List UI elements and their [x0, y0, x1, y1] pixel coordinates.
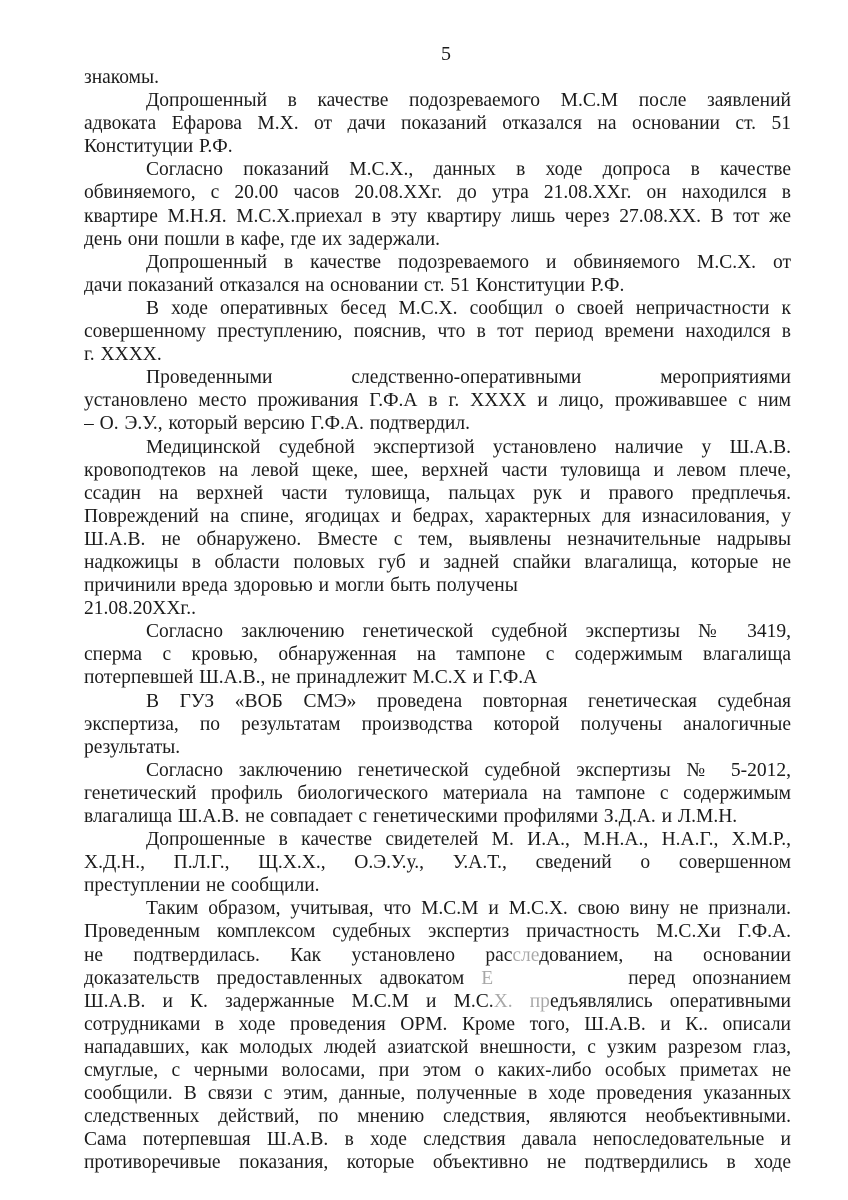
- text-line: [84, 505, 791, 528]
- text-segment: Согласно заключению генетической судебной экспертизы № 5-2012,: [146, 759, 791, 781]
- text-line: [84, 343, 791, 366]
- text-line: [84, 297, 791, 320]
- text-segment: – О. Э.У., который версию Г.Ф.А. подтвердил.: [84, 413, 470, 435]
- text-line: [84, 251, 791, 274]
- text-segment: нападавших, как молодых людей азиатской внешности, с узким разрезом глаз,: [84, 1036, 791, 1058]
- text-segment: генетический профиль биологического материала на тампоне с содержимым: [84, 782, 791, 804]
- text-segment: сотрудниками в ходе проведения ОРМ. Кроме того, Ш.А.В. и К.. описали: [84, 1013, 791, 1035]
- paragraph: [84, 759, 791, 828]
- text-segment: смуглые, с черными волосами, при этом о каких-либо особых приметах не: [84, 1060, 791, 1082]
- text-line: [84, 158, 791, 181]
- text-segment: Конституции Р.Ф.: [84, 136, 233, 158]
- text-line: [84, 897, 791, 920]
- text-segment: влагалища Ш.А.В. не совпадает с генетическими профилями З.Д.А. и Л.М.Н.: [84, 806, 738, 827]
- text-segment: Допрошенный в качестве подозреваемого и обвиняемого М.С.Х. от: [146, 251, 791, 273]
- text-line: [84, 874, 791, 897]
- text-line: [84, 66, 791, 89]
- text-segment: Ш.А.В. и К. задержанные М.С.М и М.С.: [84, 990, 494, 1012]
- text-line: [84, 759, 791, 782]
- text-line: [84, 666, 791, 689]
- text-line: [84, 1082, 791, 1105]
- paragraph: [84, 158, 791, 250]
- page-number: 5: [441, 43, 452, 65]
- text-line: [84, 920, 791, 943]
- text-line: [84, 990, 791, 1013]
- faded-erased-text: Х. пр: [493, 990, 550, 1012]
- text-segment: Проведенными следственно-оперативными мероприятиями: [146, 367, 791, 389]
- text-line: [84, 1128, 791, 1151]
- text-line: [84, 205, 791, 228]
- text-segment: Согласно заключению генетической судебной экспертизы № 3419,: [146, 621, 791, 643]
- text-segment: установлено место проживания Г.Ф.А в г. ХХХХ и лицо, проживавшее с ним: [84, 390, 791, 412]
- text-segment: ссадин на верхней части туловища, пальцах рук и правого предплечья.: [84, 482, 791, 504]
- text-line: [84, 320, 791, 343]
- paragraph: [84, 297, 791, 366]
- paragraph: [84, 897, 791, 1174]
- text-segment: Таким образом, учитывая, что М.С.М и М.С.Х. свою вину не признали.: [146, 898, 791, 920]
- text-line: [84, 181, 791, 204]
- text-line: [84, 528, 791, 551]
- paragraph: [84, 620, 791, 689]
- text-segment: дачи показаний отказался на основании ст. 51 Конституции Р.Ф.: [84, 274, 625, 296]
- text-line: [84, 805, 791, 828]
- text-segment: кровоподтеков на левой щеке, шее, верхней части туловища и левом плече,: [84, 459, 791, 481]
- text-segment: преступлении не сообщили.: [84, 875, 320, 897]
- text-segment: результаты.: [84, 736, 181, 758]
- text-line: [84, 389, 791, 412]
- text-line: [84, 597, 791, 620]
- text-line: [84, 782, 791, 805]
- text-segment: совершенному преступлению, пояснив, что в тот период времени находился в: [84, 321, 791, 343]
- text-line: [84, 482, 791, 505]
- text-segment: доказательств предоставленных адвокатом: [84, 967, 482, 989]
- text-line: [84, 690, 791, 713]
- text-segment: едъявлялись оперативными: [549, 990, 791, 1012]
- text-segment: экспертиза, по результатам производства которой получены аналогичные: [84, 713, 791, 735]
- document-body: [84, 66, 791, 1175]
- text-segment: Проведенным комплексом судебных экспертиз причастность М.С.Хи Г.Ф.А.: [84, 921, 791, 943]
- text-segment: противоречивые показания, которые объективно не подтвердились в ходе: [84, 1152, 791, 1174]
- text-segment: Допрошенный в качестве подозреваемого М.С.М после заявлений: [146, 90, 791, 112]
- text-segment: Медицинской судебной экспертизой установлено наличие у Ш.А.В.: [146, 436, 791, 458]
- text-line: [84, 643, 791, 666]
- text-line: [84, 551, 791, 574]
- paragraph: [84, 690, 791, 759]
- text-segment: В ходе оперативных бесед М.С.Х. сообщил о своей непричастности к: [146, 297, 791, 319]
- text-line: [84, 574, 791, 597]
- paragraph: [84, 436, 791, 598]
- text-line: [84, 713, 791, 736]
- text-segment: Ш.А.В. не обнаружено. Вместе с тем, выявлены незначительные надрывы: [84, 528, 791, 550]
- text-segment: надкожицы в области половых губ и задней спайки влагалища, которые не: [84, 551, 791, 573]
- paragraph: [84, 597, 791, 620]
- text-segment: г. ХХХХ.: [84, 344, 162, 366]
- paragraph: [84, 66, 791, 89]
- text-segment: сперма с кровью, обнаруженная на тампоне с содержимым влагалища: [84, 644, 791, 666]
- text-segment: причинили вреда здоровью и могли быть получены: [84, 575, 518, 597]
- text-line: [84, 828, 791, 851]
- text-line: [84, 851, 791, 874]
- text-line: [84, 274, 791, 297]
- text-line: [84, 135, 791, 158]
- text-line: [84, 1036, 791, 1059]
- faded-erased-text: сле: [512, 944, 540, 966]
- text-line: [84, 112, 791, 135]
- text-segment: В ГУЗ «ВОБ СМЭ» проведена повторная генетическая судебная: [146, 690, 791, 712]
- faded-erased-text: Е: [481, 967, 494, 989]
- paragraph: [84, 828, 791, 897]
- text-line: [84, 1013, 791, 1036]
- text-segment: Х.Д.Н., П.Л.Г., Щ.Х.Х., О.Э.У.у., У.А.Т., сведений о совершенном: [84, 852, 791, 874]
- text-segment: знакомы.: [84, 67, 159, 88]
- text-segment: обвиняемого, с 20.00 часов 20.08.ХХг. до утра 21.08.ХХг. он находился в: [84, 182, 791, 204]
- text-segment: Сама потерпевшая Ш.А.В. в ходе следствия давала непоследовательные и: [84, 1129, 791, 1151]
- text-line: [84, 89, 791, 112]
- text-line: [84, 620, 791, 643]
- text-line: [84, 436, 791, 459]
- redaction-gap: [493, 983, 611, 984]
- text-line: [84, 1151, 791, 1174]
- text-line: [84, 366, 791, 389]
- text-segment: следственных действий, по мнению следствия, являются необъективными.: [84, 1106, 791, 1128]
- text-segment: 21.08.20ХХг..: [84, 598, 196, 620]
- text-segment: Согласно показаний М.С.Х., данных в ходе допроса в качестве: [146, 159, 791, 181]
- text-line: [84, 736, 791, 759]
- text-line: [84, 459, 791, 482]
- text-segment: дованием, на основании: [539, 944, 791, 966]
- text-line: [84, 228, 791, 251]
- text-line: [84, 412, 791, 435]
- text-segment: адвоката Ефарова М.Х. от дачи показаний отказался на основании ст. 51: [84, 113, 791, 135]
- text-segment: день они пошли в кафе, где их задержали.: [84, 228, 441, 250]
- text-segment: не подтвердилась. Как установлено рас: [84, 944, 513, 966]
- text-line: [84, 967, 791, 990]
- text-segment: квартире М.Н.Я. М.С.Х.приехал в эту квартиру лишь через 27.08.ХХ. В тот же: [84, 205, 791, 227]
- text-segment: сообщили. В связи с этим, данные, полученные в ходе проведения указанных: [84, 1083, 791, 1105]
- text-line: [84, 944, 791, 967]
- text-segment: перед опознанием: [628, 967, 791, 989]
- text-segment: потерпевшей Ш.А.В., не принадлежит М.С.Х и Г.Ф.А: [84, 667, 538, 689]
- text-segment: Допрошенные в качестве свидетелей М. И.А., М.Н.А., Н.А.Г., Х.М.Р.,: [146, 829, 791, 851]
- text-line: [84, 1059, 791, 1082]
- text-segment: Повреждений на спине, ягодицах и бедрах, характерных для изнасилования, у: [84, 505, 791, 527]
- paragraph: [84, 366, 791, 435]
- paragraph: [84, 89, 791, 158]
- text-line: [84, 1105, 791, 1128]
- paragraph: [84, 251, 791, 297]
